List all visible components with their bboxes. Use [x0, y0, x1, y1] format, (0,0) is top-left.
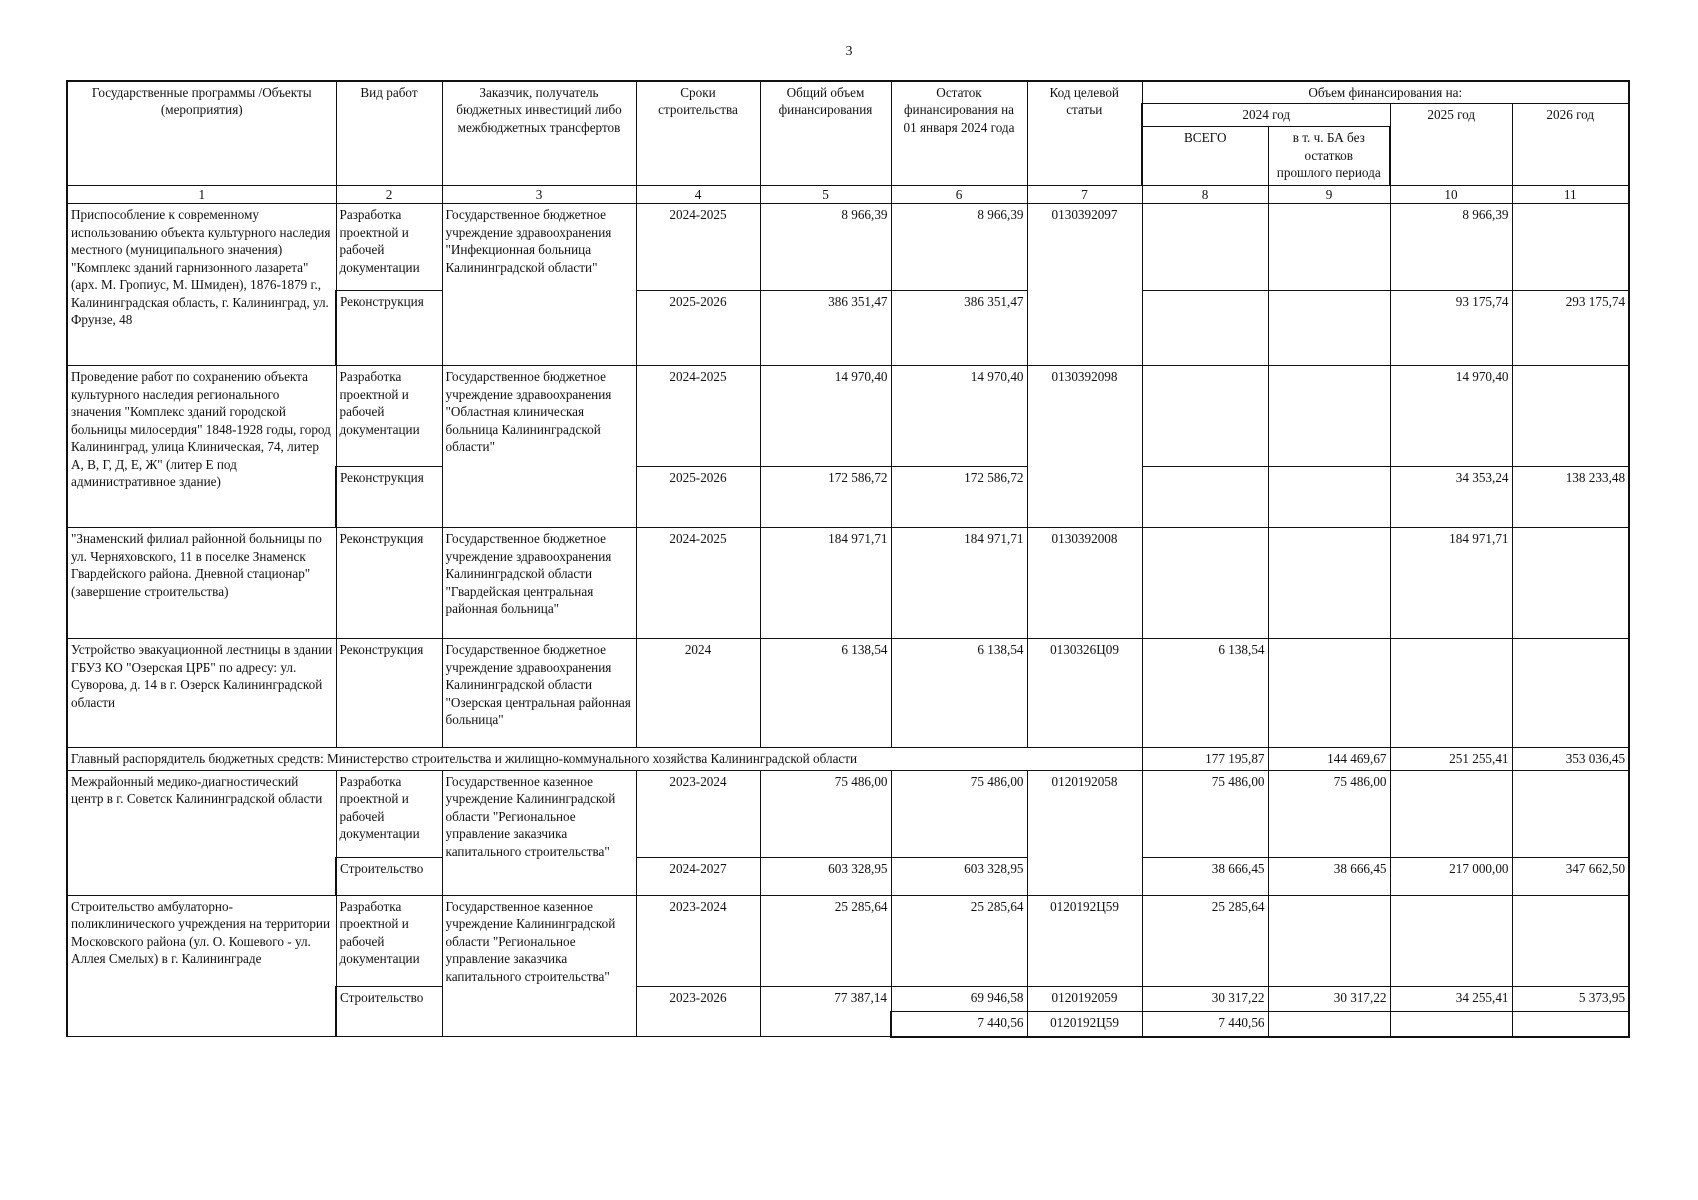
col-number: 10 [1390, 186, 1512, 204]
col-number: 2 [336, 186, 442, 204]
funding-2024: 25 285,64 [1142, 895, 1268, 986]
object-name: Межрайонный медико-диагностический центр в г. Советск Калининградской области [67, 770, 336, 895]
funding-2025: 8 966,39 [1390, 204, 1512, 291]
funding-2025: 34 255,41 [1390, 986, 1512, 1011]
header-ba: в т. ч. БА без остатков прошлого периода [1268, 127, 1390, 186]
header-year-2024: 2024 год [1142, 104, 1390, 127]
header-numbers-row [67, 186, 1629, 204]
total-funding: 25 285,64 [760, 895, 891, 986]
header-remaining-funding: Остаток финансирования на 01 января 2024 года [891, 81, 1027, 186]
funding-2024-ba [1268, 1011, 1390, 1037]
col-number: 9 [1268, 186, 1390, 204]
work-type: Разработка проектной и рабочей документации [336, 770, 442, 857]
header-year-2026: 2026 год [1512, 104, 1629, 186]
construction-term: 2023-2024 [636, 770, 760, 857]
section-funding-2025: 251 255,41 [1390, 748, 1512, 770]
table-row [67, 895, 1629, 986]
total-funding: 386 351,47 [760, 291, 891, 366]
object-name: Приспособление к современному использованию объекта культурного наследия местного (муниципального значения) "Комплекс зданий гарнизонного лазарета" (арх. М. Гропиус, М. Шмиден), 1876-1879 г., Калининградская область, г. Калининград, ул. Фрунзе, 48 [67, 204, 336, 366]
page-number: 3 [845, 44, 853, 59]
object-name: Строительство амбулаторно-поликлинического учреждения на территории Московского района (ул. О. Кошевого - ул. Аллея Смелых) в г. Калининграде [67, 895, 336, 1037]
customer: Государственное бюджетное учреждение здравоохранения "Инфекционная больница Калининградской области" [442, 204, 636, 366]
funding-2026: 138 233,48 [1512, 467, 1629, 528]
funding-2026 [1512, 639, 1629, 748]
funding-2024: 75 486,00 [1142, 770, 1268, 857]
funding-2025 [1390, 770, 1512, 857]
funding-2026 [1512, 528, 1629, 639]
header-programs: Государственные программы /Объекты (мероприятия) [67, 81, 336, 186]
funding-2024-ba [1268, 528, 1390, 639]
section-label: Главный распорядитель бюджетных средств: Министерство строительства и жилищно-коммунального хозяйства Калининградской области [67, 748, 1142, 770]
remaining-funding: 184 971,71 [891, 528, 1027, 639]
col-number: 6 [891, 186, 1027, 204]
funding-2024-ba [1268, 895, 1390, 986]
funding-2025 [1390, 895, 1512, 986]
funding-2024: 30 317,22 [1142, 986, 1268, 1011]
work-type: Разработка проектной и рабочей документации [336, 204, 442, 291]
construction-term: 2024-2025 [636, 366, 760, 467]
table-row [67, 639, 1629, 748]
section-funding-2026: 353 036,45 [1512, 748, 1629, 770]
funding-2024-ba: 30 317,22 [1268, 986, 1390, 1011]
construction-term: 2024-2027 [636, 857, 760, 895]
funding-2024-ba: 75 486,00 [1268, 770, 1390, 857]
construction-term: 2023-2026 [636, 986, 760, 1037]
total-funding: 172 586,72 [760, 467, 891, 528]
col-number: 3 [442, 186, 636, 204]
construction-term: 2025-2026 [636, 291, 760, 366]
total-funding: 77 387,14 [760, 986, 891, 1037]
funding-2026: 293 175,74 [1512, 291, 1629, 366]
table-row [67, 366, 1629, 467]
target-code: 0120192058 [1027, 770, 1142, 895]
funding-2026 [1512, 1011, 1629, 1037]
funding-2024-ba [1268, 204, 1390, 291]
total-funding: 603 328,95 [760, 857, 891, 895]
funding-2026 [1512, 770, 1629, 857]
funding-2024: 7 440,56 [1142, 1011, 1268, 1037]
table-row [67, 528, 1629, 639]
funding-2025: 217 000,00 [1390, 857, 1512, 895]
work-type: Реконструкция [336, 528, 442, 639]
customer: Государственное бюджетное учреждение здравоохранения "Областная клиническая больница Калининградской области" [442, 366, 636, 528]
total-funding: 6 138,54 [760, 639, 891, 748]
work-type: Строительство [336, 857, 442, 895]
col-number: 1 [67, 186, 336, 204]
construction-term: 2024-2025 [636, 204, 760, 291]
header-funding-volume: Объем финансирования на: [1142, 81, 1629, 104]
object-name: Устройство эвакуационной лестницы в здании ГБУЗ КО "Озерская ЦРБ" по адресу: ул. Суворова, д. 14 в г. Озерск Калининградской области [67, 639, 336, 748]
header-total-funding: Общий объем финансирования [760, 81, 891, 186]
funding-2024: 38 666,45 [1142, 857, 1268, 895]
funding-2026 [1512, 895, 1629, 986]
object-name: Проведение работ по сохранению объекта культурного наследия регионального значения "Комплекс зданий городской больницы милосердия" 1848-1928 годы, город Калининград, улица Клиническая, 74, литер А, В, Г, Д, Е, Ж" (литер Е под административное здание) [67, 366, 336, 528]
remaining-funding: 69 946,58 [891, 986, 1027, 1011]
col-number: 7 [1027, 186, 1142, 204]
header-target-code: Код целевой статьи [1027, 81, 1142, 186]
total-funding: 184 971,71 [760, 528, 891, 639]
col-number: 5 [760, 186, 891, 204]
funding-2025: 184 971,71 [1390, 528, 1512, 639]
object-name: "Знаменский филиал районной больницы по ул. Черняховского, 11 в поселке Знаменск Гвардейского района. Дневной стационар" (завершение строительства) [67, 528, 336, 639]
target-code: 0130392098 [1027, 366, 1142, 528]
funding-2024-ba [1268, 291, 1390, 366]
funding-2024: 6 138,54 [1142, 639, 1268, 748]
funding-2024-ba [1268, 639, 1390, 748]
header-terms: Сроки строительства [636, 81, 760, 186]
remaining-funding: 14 970,40 [891, 366, 1027, 467]
funding-2025 [1390, 639, 1512, 748]
funding-2026 [1512, 204, 1629, 291]
col-number: 4 [636, 186, 760, 204]
funding-2026: 5 373,95 [1512, 986, 1629, 1011]
remaining-funding: 7 440,56 [891, 1011, 1027, 1037]
financing-table [66, 80, 1630, 1038]
work-type: Строительство [336, 986, 442, 1037]
construction-term: 2025-2026 [636, 467, 760, 528]
customer: Государственное бюджетное учреждение здравоохранения Калининградской области "Озерская центральная районная больница" [442, 639, 636, 748]
work-type: Разработка проектной и рабочей документации [336, 895, 442, 986]
funding-2025: 14 970,40 [1390, 366, 1512, 467]
header-customer: Заказчик, получатель бюджетных инвестиций либо межбюджетных трансфертов [442, 81, 636, 186]
remaining-funding: 8 966,39 [891, 204, 1027, 291]
construction-term: 2024-2025 [636, 528, 760, 639]
construction-term: 2023-2024 [636, 895, 760, 986]
total-funding: 8 966,39 [760, 204, 891, 291]
funding-2025: 93 175,74 [1390, 291, 1512, 366]
funding-2026 [1512, 366, 1629, 467]
work-type: Реконструкция [336, 467, 442, 528]
target-code: 0120192059 [1027, 986, 1142, 1011]
target-code: 0130326Ц09 [1027, 639, 1142, 748]
table-row [67, 770, 1629, 857]
funding-2024 [1142, 528, 1268, 639]
funding-2024 [1142, 291, 1268, 366]
funding-2024 [1142, 366, 1268, 467]
header-work-type: Вид работ [336, 81, 442, 186]
header-row-1 [67, 81, 1629, 104]
funding-2025: 34 353,24 [1390, 467, 1512, 528]
total-funding: 75 486,00 [760, 770, 891, 857]
funding-2024-ba [1268, 366, 1390, 467]
col-number: 11 [1512, 186, 1629, 204]
customer: Государственное казенное учреждение Калининградской области "Региональное управление заказчика капитального строительства" [442, 770, 636, 895]
remaining-funding: 75 486,00 [891, 770, 1027, 857]
funding-2024-ba [1268, 467, 1390, 528]
header-total: ВСЕГО [1142, 127, 1268, 186]
funding-2024 [1142, 467, 1268, 528]
customer: Государственное бюджетное учреждение здравоохранения Калининградской области "Гвардейская центральная районная больница" [442, 528, 636, 639]
target-code: 0120192Ц59 [1027, 895, 1142, 986]
customer: Государственное казенное учреждение Калининградской области "Региональное управление заказчика капитального строительства" [442, 895, 636, 1037]
work-type: Разработка проектной и рабочей документации [336, 366, 442, 467]
section-funding-2024-ba: 144 469,67 [1268, 748, 1390, 770]
target-code: 0130392097 [1027, 204, 1142, 366]
remaining-funding: 603 328,95 [891, 857, 1027, 895]
target-code: 0130392008 [1027, 528, 1142, 639]
work-type: Реконструкция [336, 291, 442, 366]
remaining-funding: 386 351,47 [891, 291, 1027, 366]
work-type: Реконструкция [336, 639, 442, 748]
header-year-2025: 2025 год [1390, 104, 1512, 186]
total-funding: 14 970,40 [760, 366, 891, 467]
col-number: 8 [1142, 186, 1268, 204]
section-funding-2024: 177 195,87 [1142, 748, 1268, 770]
target-code: 0120192Ц59 [1027, 1011, 1142, 1037]
funding-2026: 347 662,50 [1512, 857, 1629, 895]
remaining-funding: 6 138,54 [891, 639, 1027, 748]
funding-2025 [1390, 1011, 1512, 1037]
funding-2024 [1142, 204, 1268, 291]
funding-2024-ba: 38 666,45 [1268, 857, 1390, 895]
section-row [67, 748, 1629, 770]
table-row [67, 204, 1629, 291]
remaining-funding: 25 285,64 [891, 895, 1027, 986]
construction-term: 2024 [636, 639, 760, 748]
remaining-funding: 172 586,72 [891, 467, 1027, 528]
